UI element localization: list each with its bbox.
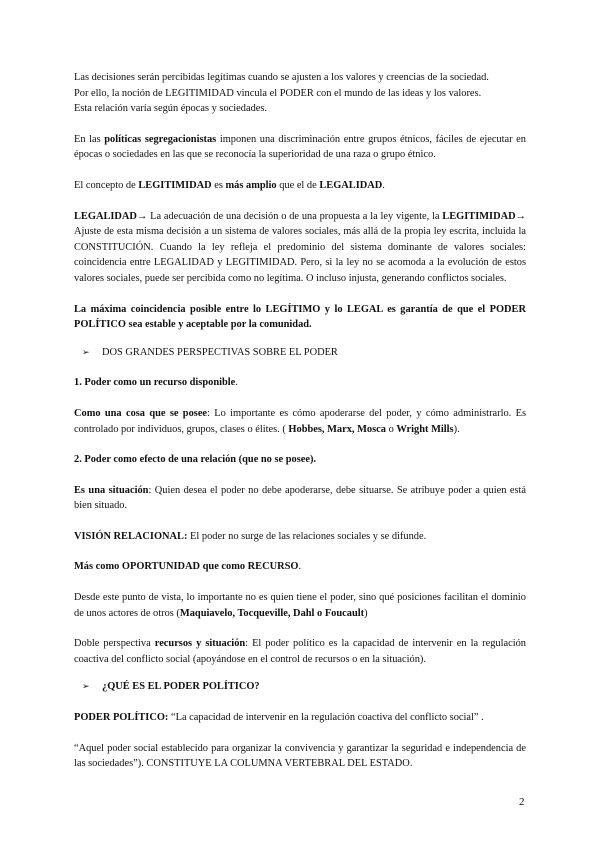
paragraph-segregacionistas: En las políticas segregacionistas imponen una discriminación entre grupos étnicos, fáciles de ejecutar en épocas o sociedades en las que se reconocía la superioridad de una raza o grupo étnico. [74, 133, 526, 161]
section-heading-poder-politico [82, 679, 526, 695]
paragraph-cosa-que-se-posee: Como una cosa que se posee: Lo importante es cómo apoderarse del poder, y cómo administrarlo. Es controlado por individuos, grupos, clases o élites. ( Hobbes, Marx, Mosca o Wright Mills). [74, 407, 526, 435]
paragraph-columna-vertebral: “Aquel poder social establecido para organizar la convivencia y garantizar la seguridad e independencia de las sociedades”). CONSTITUYE LA COLUMNA VERTEBRAL DEL ESTADO. [74, 742, 526, 770]
subheading-efecto-relacion: 2. Poder como efecto de una relación (que no se posee). [74, 454, 317, 466]
arrow-bullet-icon: ➢ [82, 346, 90, 357]
section-heading-perspectivas [82, 345, 526, 361]
paragraph-legitimidad-intro [74, 70, 526, 117]
text-line: Por ello, la noción de LEGITIMIDAD vincula el PODER con el mundo de las ideas y los valores. [74, 87, 482, 99]
heading-text: DOS GRANDES PERSPECTIVAS SOBRE EL PODER [102, 346, 338, 358]
document-page [74, 70, 526, 772]
heading-text: ¿QUÉ ES EL PODER POLÍTICO? [102, 681, 260, 693]
paragraph-legalidad: LEGALIDAD→ La adecuación de una decisión o de una propuesta a la ley vigente, la LEGITIMIDAD→ Ajuste de esta misma decisión a un sistema de valores sociales, más allá de la propia ley escrita, incluida la CONSTITUCIÓN. Cuando la ley refleja el predominio del sistema dominante de valores sociales: coincidencia entre LEGALIDAD y LEGITIMIDAD. Pero, si la ley no se acomoda a la evolución de estos valores sociales, puede ser percibida como no legítima. O incluso injusta, generando conflictos sociales. [74, 210, 526, 284]
paragraph-situacion: Es una situación: Quien desea el poder no debe apoderarse, debe situarse. Se atribuye poder a quien está bien situado. [74, 484, 526, 512]
paragraph-maxima-coincidencia: La máxima coincidencia posible entre lo LEGÍTIMO y lo LEGAL es garantía de que el PODER POLÍTICO sea estable y aceptable por la comunidad. [74, 303, 526, 331]
arrow-bullet-icon: ➢ [82, 681, 90, 692]
text-line: Las decisiones serán percibidas legítimas cuando se ajusten a los valores y creencias de la sociedad. [74, 72, 489, 83]
paragraph-concepto-legitimidad: El concepto de LEGITIMIDAD es más amplio que el de LEGALIDAD. [74, 179, 385, 191]
paragraph-doble-perspectiva: Doble perspectiva recursos y situación: El poder político es la capacidad de intervenir en la regulación coactiva del conflicto social (apoyándose en el control de recursos o en la situación). [74, 638, 526, 665]
paragraph-poder-politico-definicion: PODER POLÍTICO: “La capacidad de intervenir en la regulación coactiva del conflicto social” . [74, 712, 484, 724]
paragraph-vision-relacional: VISIÓN RELACIONAL: El poder no surge de las relaciones sociales y se difunde. [74, 530, 427, 542]
subheading-recurso-disponible: 1. Poder como un recurso disponible. [74, 377, 238, 389]
paragraph-punto-de-vista: Desde este punto de vista, lo importante no es quien tiene el poder, sino qué posiciones facilitan el dominio de unos actores de otros (Maquiavelo, Tocqueville, Dahl o Foucault) [74, 592, 526, 619]
paragraph-oportunidad: Más como OPORTUNIDAD que como RECURSO. [74, 561, 302, 573]
text-line: Esta relación varía según épocas y sociedades. [74, 103, 268, 115]
page-number: 2 [519, 796, 525, 808]
